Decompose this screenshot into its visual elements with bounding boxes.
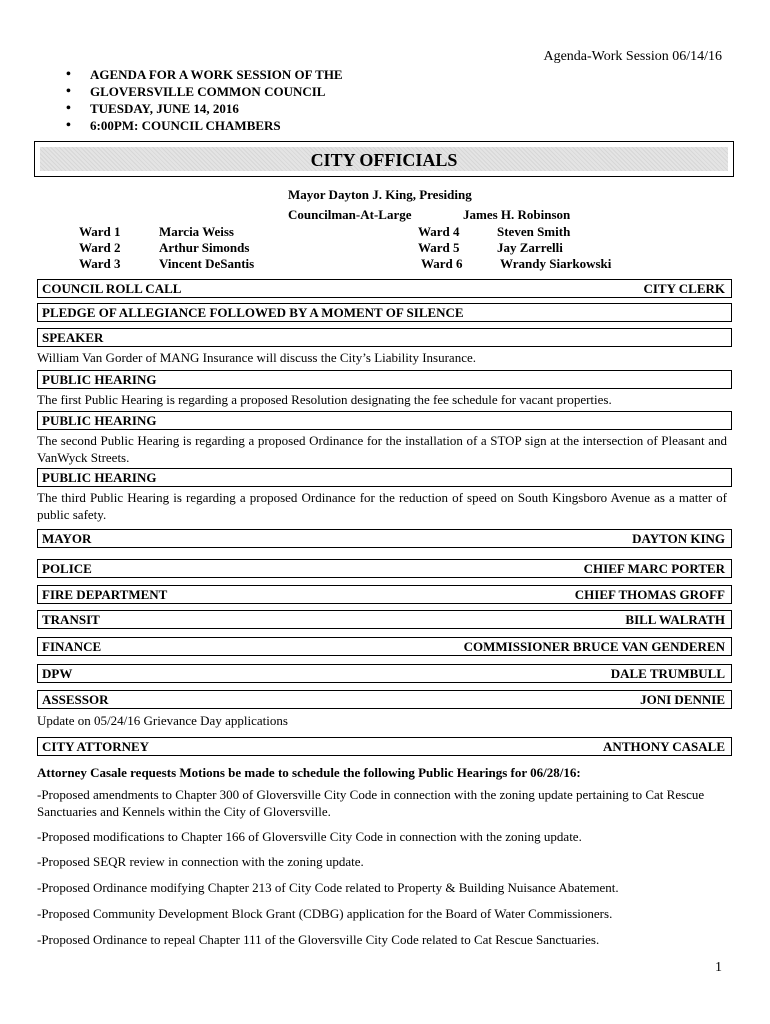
section-label: FINANCE [42,639,102,654]
ward-label: Ward 3 [79,256,121,271]
hearing-1-text: The first Public Hearing is regarding a proposed Resolution designating the fee schedule for vacant properties. [37,392,612,407]
section-official: CITY CLERK [643,281,725,296]
ward-member: Marcia Weiss [159,224,234,239]
section-label: PLEDGE OF ALLEGIANCE FOLLOWED BY A MOMENT OF SILENCE [42,305,464,320]
section-public-hearing-3 [37,468,732,487]
section-official: ANTHONY CASALE [603,739,725,754]
section-assessor [37,690,732,709]
ward-label: Ward 6 [421,256,463,271]
section-official: DALE TRUMBULL [610,666,725,681]
ward-member: Vincent DeSantis [159,256,255,271]
section-roll-call [37,279,732,298]
ward-label: Ward 2 [79,240,121,255]
city-officials-banner [34,141,734,177]
agenda-header-list [66,66,343,134]
section-police [37,559,732,578]
at-large-name: James H. Robinson [463,207,571,222]
section-label: PUBLIC HEARING [42,372,157,387]
section-public-hearing-1 [37,370,732,389]
section-label: ASSESSOR [42,692,109,707]
section-city-attorney [37,737,732,756]
attorney-item: -Proposed amendments to Chapter 300 of Gloversville City Code in connection with the zoning update pertaining to Cat Rescue Sanctuaries and Kennels within the City of Gloversville. [37,787,705,819]
speaker-text: William Van Gorder of MANG Insurance will discuss the City’s Liability Insurance. [37,350,476,365]
attorney-item: -Proposed Community Development Block Grant (CDBG) application for the Board of Water Commissioners. [37,906,613,921]
agenda-bullet: • AGENDA FOR A WORK SESSION OF THE [66,66,343,83]
section-label: MAYOR [42,531,92,546]
city-officials-title: CITY OFFICIALS [40,147,728,171]
ward-label: Ward 1 [79,224,121,239]
ward-member: Steven Smith [497,224,571,239]
agenda-bullet: • TUESDAY, JUNE 14, 2016 [66,100,343,117]
section-label: FIRE DEPARTMENT [42,587,168,602]
section-label: CITY ATTORNEY [42,739,150,754]
attorney-item: -Proposed Ordinance modifying Chapter 213 of City Code related to Property & Building Nuisance Abatement. [37,880,619,895]
section-official: JONI DENNIE [640,692,725,707]
section-public-hearing-2 [37,411,732,430]
section-official: BILL WALRATH [625,612,725,627]
section-label: PUBLIC HEARING [42,413,157,428]
agenda-bullet: • GLOVERSVILLE COMMON COUNCIL [66,83,343,100]
section-speaker [37,328,732,347]
section-official: CHIEF THOMAS GROFF [574,587,725,602]
ward-member: Arthur Simonds [159,240,250,255]
session-header: Agenda-Work Session 06/14/16 [543,49,722,64]
ward-member: Jay Zarrelli [497,240,563,255]
hearing-2-text: The second Public Hearing is regarding a proposed Ordinance for the installation of a STOP sign at the intersection of Pleasant and VanWyck Streets. [37,433,727,465]
section-mayor [37,529,732,548]
section-label: TRANSIT [42,612,100,627]
section-fire-department [37,585,732,604]
section-official: DAYTON KING [632,531,725,546]
section-official: COMMISSIONER BRUCE VAN GENDEREN [463,639,725,654]
attorney-item: -Proposed Ordinance to repeal Chapter 111 of the Gloversville City Code related to Cat Rescue Sanctuaries. [37,932,600,947]
agenda-bullet: • 6:00PM: COUNCIL CHAMBERS [66,117,343,134]
ward-member: Wrandy Siarkowski [500,256,612,271]
attorney-item: -Proposed SEQR review in connection with the zoning update. [37,854,364,869]
section-transit [37,610,732,629]
section-label: DPW [42,666,73,681]
hearing-3-text: The third Public Hearing is regarding a proposed Ordinance for the reduction of speed on South Kingsboro Avenue as a matter of public safety. [37,490,727,522]
section-finance [37,637,732,656]
mayor-presiding: Mayor Dayton J. King, Presiding [288,187,472,202]
section-dpw [37,664,732,683]
page-number: 1 [715,960,722,975]
attorney-item: -Proposed modifications to Chapter 166 of Gloversville City Code in connection with the zoning update. [37,829,582,844]
ward-label: Ward 5 [418,240,460,255]
section-label: POLICE [42,561,92,576]
section-label: PUBLIC HEARING [42,470,157,485]
attorney-intro: Attorney Casale requests Motions be made to schedule the following Public Hearings for 06/28/16: [37,765,581,780]
ward-label: Ward 4 [418,224,460,239]
section-label: SPEAKER [42,330,104,345]
section-label: COUNCIL ROLL CALL [42,281,182,296]
section-pledge [37,303,732,322]
assessor-text: Update on 05/24/16 Grievance Day applications [37,713,288,728]
at-large-label: Councilman-At-Large [288,207,412,222]
section-official: CHIEF MARC PORTER [583,561,725,576]
